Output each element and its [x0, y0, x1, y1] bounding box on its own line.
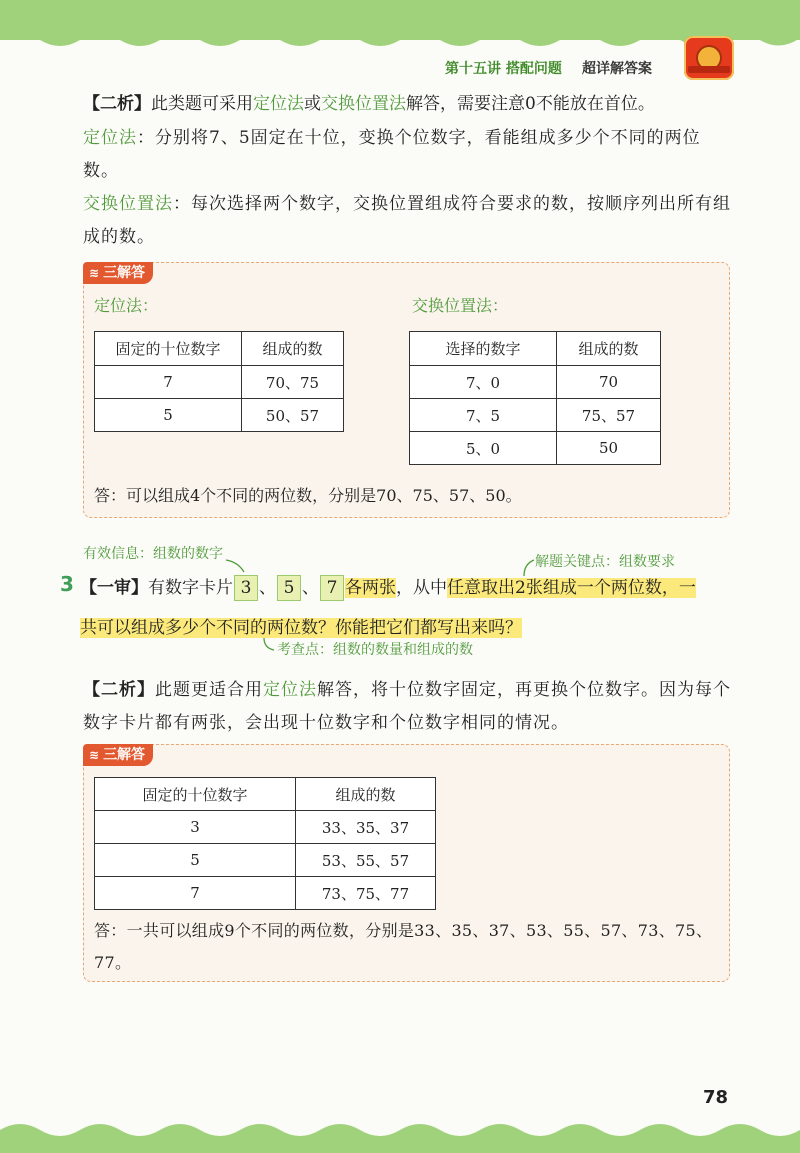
- digit-card: 7: [320, 575, 344, 601]
- analysis-1-dingwei: [83, 122, 733, 188]
- table-cell: 5、0: [410, 432, 557, 465]
- analysis-label: 【二析】: [83, 680, 155, 700]
- method-dingwei: 定位法: [253, 94, 304, 114]
- solution-2-box: [83, 744, 730, 982]
- problem-3-line-1: [80, 572, 740, 605]
- annotation-test-point: 考查点：组数的数量和组成的数: [277, 642, 473, 658]
- answer-2: 答：一共可以组成9个不同的两位数，分别是33、35、37、53、55、57、73、75、77。: [94, 921, 713, 972]
- table-cell: 7、5: [410, 399, 557, 432]
- table-cell: 3: [95, 811, 296, 844]
- method-label: 定位法: [83, 128, 137, 148]
- solution-tag: [83, 744, 153, 766]
- text: 有数字卡片: [148, 578, 233, 598]
- method-jiaohuan: 交换位置法: [321, 94, 406, 114]
- table-cell: 5: [95, 844, 296, 877]
- book-emblem-icon: [684, 36, 734, 80]
- table-cell: 70: [557, 366, 661, 399]
- table-header: 组成的数: [557, 332, 661, 366]
- tag-text: 三解答: [103, 747, 146, 763]
- analysis-2: [83, 674, 733, 740]
- highlight: 任意取出2张组成一个两位数，一: [447, 578, 696, 598]
- table-cell: 7: [95, 877, 296, 910]
- text: 解答，将十位数字固定，再更换个位数字。因为每个数字卡片都有两张，会出现十位数字和个位数字相同的情况。: [83, 680, 731, 733]
- table-header: 固定的十位数字: [95, 332, 242, 366]
- analysis-1-jiaohuan: [83, 188, 733, 254]
- table-cell: 70、75: [242, 366, 344, 399]
- method-label: 交换位置法: [83, 194, 173, 214]
- table-cell: 7: [95, 366, 242, 399]
- digit-card: 5: [277, 575, 301, 601]
- separator: 、: [302, 578, 319, 598]
- digit-card: 3: [234, 575, 258, 601]
- table-dingwei: [94, 331, 344, 432]
- table-cell: 5: [95, 399, 242, 432]
- table-jiaohuan: [409, 331, 661, 465]
- right-method-title: 交换位置法：: [412, 296, 509, 315]
- text: ：每次选择两个数字，交换位置组成符合要求的数，按顺序列出所有组成的数。: [83, 194, 731, 247]
- wave-icon: ≋: [89, 748, 100, 762]
- header-wave: [0, 26, 800, 56]
- table-solution-2: [94, 777, 436, 910]
- review-label: 【一审】: [80, 578, 148, 598]
- wave-icon: ≋: [89, 266, 100, 280]
- chapter-title: 第十五讲 搭配问题: [445, 61, 562, 77]
- highlight: 共可以组成多少个不同的两位数？你能把它们都写出来吗？: [80, 618, 522, 638]
- text: ：分别将7、5固定在十位，变换个位数字，看能组成多少个不同的两位数。: [83, 128, 701, 181]
- annotation-effective-info: 有效信息：组数的数字: [83, 546, 223, 562]
- footer-wave: [0, 1090, 800, 1153]
- highlight: 各两张: [345, 578, 396, 598]
- text: 或: [304, 94, 321, 114]
- text: 解答，需要注意0不能放在首位。: [406, 94, 655, 114]
- table-cell: 33、35、37: [296, 811, 436, 844]
- table-cell: 50、57: [242, 399, 344, 432]
- answers-label: 超详解答案: [582, 61, 652, 77]
- table-header: 固定的十位数字: [95, 778, 296, 811]
- text: 此类题可采用: [151, 94, 253, 114]
- analysis-1-intro: [83, 88, 733, 121]
- table-cell: 50: [557, 432, 661, 465]
- table-cell: 53、55、57: [296, 844, 436, 877]
- text: ，从中: [396, 578, 447, 598]
- table-cell: 73、75、77: [296, 877, 436, 910]
- solution-1-box: [83, 262, 730, 518]
- analysis-label: 【二析】: [83, 94, 151, 114]
- problem-number: 3: [60, 572, 74, 596]
- tag-text: 三解答: [103, 265, 146, 281]
- separator: 、: [259, 578, 276, 598]
- answer-1: 答：可以组成4个不同的两位数，分别是70、75、57、50。: [94, 486, 522, 505]
- solution-tag: [83, 262, 153, 284]
- method-dingwei: 定位法: [263, 680, 317, 700]
- table-cell: 7、0: [410, 366, 557, 399]
- annotation-key-point: 解题关键点：组数要求: [535, 554, 675, 570]
- text: 此题更适合用: [155, 680, 263, 700]
- page-number: 78: [703, 1087, 729, 1108]
- table-header: 组成的数: [296, 778, 436, 811]
- left-method-title: 定位法：: [94, 296, 159, 315]
- table-header: 组成的数: [242, 332, 344, 366]
- table-cell: 75、57: [557, 399, 661, 432]
- table-header: 选择的数字: [410, 332, 557, 366]
